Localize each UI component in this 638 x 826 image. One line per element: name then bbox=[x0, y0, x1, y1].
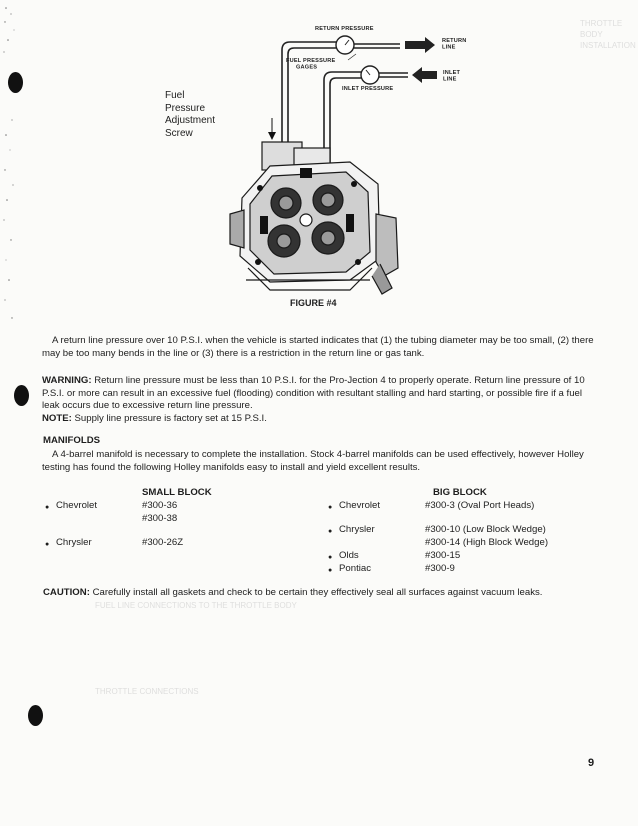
binder-hole-bottom bbox=[28, 705, 43, 726]
return-pressure-paragraph: A return line pressure over 10 P.S.I. when the vehicle is started indicates that (1) the tubing diameter may be too small, (2) there may be too many bends in the line or (3) there is a restriction in the return line or gas tank. bbox=[42, 335, 594, 359]
small-block-part: #300-36 bbox=[142, 500, 178, 511]
fuel-pressure-gages-label: FUEL PRESSURE GAGES bbox=[286, 58, 336, 71]
binder-hole-middle bbox=[14, 385, 29, 406]
throttle-body bbox=[230, 142, 398, 294]
big-block-part: #300-9 bbox=[425, 563, 455, 574]
inlet-pressure-label: INLET PRESSURE bbox=[342, 86, 394, 92]
inlet-line-label: INLET LINE bbox=[443, 70, 461, 83]
fuel-pressure-figure bbox=[200, 18, 480, 303]
small-block-make: ● Chevrolet bbox=[56, 500, 97, 513]
small-block-part: #300-38 bbox=[142, 513, 178, 524]
return-line-arrow bbox=[405, 37, 435, 53]
small-block-make: ● Chrysler bbox=[56, 537, 92, 550]
bleed-through-text: THROTTLE CONNECTIONS bbox=[95, 687, 199, 696]
warning-text: Return line pressure must be less than 10 P.S.I. for the Pro-Jection 4 to properly operate. Return line pressure of 10 P.S.I. or more can result in an excessive fuel (flooding) condition with resultant stalling and hard starting, or possible fire if a fuel leak occurs due to excessive return line pressure. bbox=[42, 375, 585, 412]
bleed-through-text: FUEL LINE CONNECTIONS TO THE THROTTLE BODY bbox=[95, 601, 297, 610]
big-block-make: ● Chevrolet bbox=[339, 500, 380, 513]
big-block-heading: BIG BLOCK bbox=[433, 487, 487, 498]
scan-speckle bbox=[2, 0, 32, 330]
note-label: NOTE: bbox=[42, 413, 72, 424]
big-block-part: #300-10 (Low Block Wedge) bbox=[425, 524, 546, 535]
caution-label: CAUTION: bbox=[43, 587, 90, 598]
note-text: Supply line pressure is factory set at 15 P.S.I. bbox=[71, 413, 267, 424]
caution-paragraph bbox=[43, 587, 603, 600]
big-block-make: ● Olds bbox=[339, 550, 359, 563]
return-pressure-label: RETURN PRESSURE bbox=[315, 26, 374, 32]
big-block-part: #300-14 (High Block Wedge) bbox=[425, 537, 549, 548]
warning-label: WARNING: bbox=[42, 375, 92, 386]
small-block-part: #300-26Z bbox=[142, 537, 184, 548]
bleed-through-text: THROTTLE BODY INSTALLATION bbox=[580, 19, 636, 50]
big-block-make: ● Pontiac bbox=[339, 563, 371, 576]
return-line-label: RETURN LINE bbox=[442, 38, 467, 51]
note-paragraph bbox=[42, 413, 602, 426]
caution-text: Carefully install all gaskets and check to be certain they effectively seal all surfaces against vacuum leaks. bbox=[89, 587, 543, 598]
inlet-line-arrow bbox=[412, 67, 437, 83]
manifolds-paragraph: A 4-barrel manifold is necessary to complete the installation. Stock 4-barrel manifolds can be used effectively, however Holley testing has found the following Holley manifolds easy to install and yield excellent results. bbox=[42, 449, 584, 473]
fuel-pressure-adjustment-screw-callout: Fuel Pressure Adjustment Screw bbox=[165, 90, 216, 139]
manifolds-heading: MANIFOLDS bbox=[43, 435, 101, 446]
big-block-part: #300-3 (Oval Port Heads) bbox=[425, 500, 535, 511]
big-block-part: #300-15 bbox=[425, 550, 461, 561]
figure-caption: FIGURE #4 bbox=[290, 298, 337, 308]
warning-paragraph bbox=[42, 375, 602, 413]
big-block-make: ● Chrysler bbox=[339, 524, 375, 537]
page-number: 9 bbox=[588, 757, 595, 769]
small-block-heading: SMALL BLOCK bbox=[142, 487, 212, 498]
